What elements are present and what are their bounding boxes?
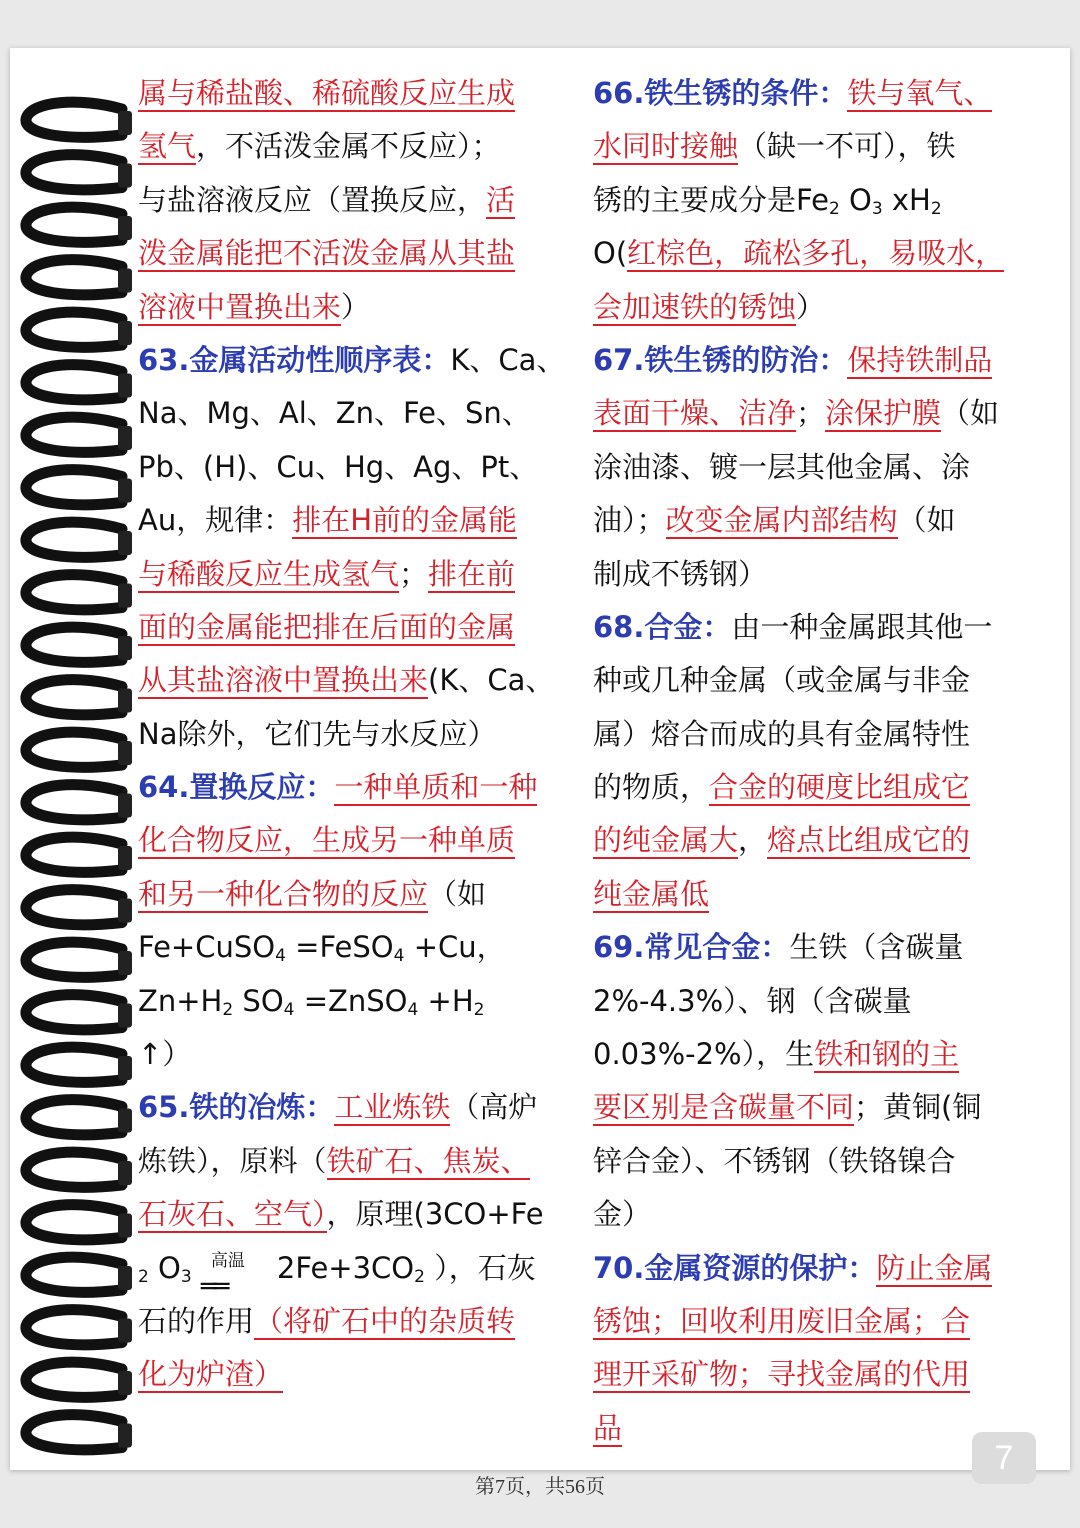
text-line: 化合物反应，生成另一种单质	[138, 823, 516, 858]
binding-hole	[118, 899, 132, 923]
text-line: 油）；改变金属内部结构（如	[593, 503, 956, 538]
text-line: 锈的主要成分是$Fe_2$ $O_3$ $xH_2$	[593, 182, 942, 219]
spiral-ring	[26, 627, 122, 662]
binding-hole	[118, 164, 132, 188]
spiral-ring	[26, 417, 122, 452]
spiral-ring	[26, 522, 122, 557]
text-line: Na、Mg、Al、Zn、Fe、Sn、	[138, 396, 531, 431]
spiral-ring	[26, 575, 122, 610]
text-line: 种或几种金属（或金属与非金	[593, 663, 971, 698]
spiral-ring	[26, 680, 122, 715]
text-line: 石的作用（将矿石中的杂质转	[138, 1303, 516, 1338]
binding-hole	[118, 1214, 132, 1238]
binding-hole	[118, 846, 132, 870]
text-line: 属）熔合而成的具有金属特性	[593, 716, 971, 751]
binding-hole	[118, 636, 132, 660]
text-line: Na除外，它们先与水反应）	[138, 716, 497, 751]
text-line: 与盐溶液反应（置换反应，活	[138, 182, 516, 217]
text-line: 炼铁），原料（铁矿石、焦炭、	[138, 1143, 530, 1178]
spiral-ring	[26, 1047, 122, 1082]
binding-hole	[118, 584, 132, 608]
text-line: 品	[593, 1410, 623, 1445]
equation-line: $Zn+H_2$ $SO_4$ =ZnSO$_4$ $+H_2$	[138, 983, 485, 1020]
section-heading-70: 70.金属资源的保护：防止金属	[593, 1250, 993, 1285]
spiral-ring	[26, 1205, 122, 1240]
text-line: 2%-4.3%）、钢（含碳量	[593, 983, 912, 1018]
spiral-ring	[26, 995, 122, 1030]
section-heading-65: 65.铁的冶炼：工业炼铁（高炉	[138, 1090, 538, 1125]
binding-hole	[118, 1161, 132, 1185]
spiral-ring	[26, 312, 122, 347]
text-line: 纯金属低	[593, 876, 710, 911]
spiral-ring	[26, 1100, 122, 1135]
binding-hole	[118, 531, 132, 555]
spiral-ring	[26, 260, 122, 295]
text-line: 涂油漆、镀一层其他金属、涂	[593, 449, 971, 484]
right-column	[593, 67, 1033, 1455]
text-line: 理开采矿物；寻找金属的代用	[593, 1357, 971, 1392]
binding-hole	[118, 1056, 132, 1080]
text-line: 制成不锈钢）	[593, 556, 768, 591]
spiral-ring	[26, 1257, 122, 1292]
spiral-ring	[26, 470, 122, 505]
binding-hole	[118, 426, 132, 450]
text-line: Au，规律：排在H前的金属能	[138, 503, 518, 538]
binding-hole	[118, 1004, 132, 1028]
binding-hole	[118, 1424, 132, 1448]
spiral-ring	[26, 155, 122, 190]
spiral-ring	[26, 1362, 122, 1397]
binding-hole	[118, 1109, 132, 1133]
text-line: 要区别是含碳量不同；黄铜(铜	[593, 1090, 982, 1125]
spiral-ring	[26, 1415, 122, 1450]
binding-hole	[118, 1266, 132, 1290]
spiral-ring	[26, 837, 122, 872]
binding-hole	[118, 216, 132, 240]
binding-hole	[118, 269, 132, 293]
text-line: 的纯金属大，熔点比组成它的	[593, 823, 971, 858]
section-heading-69: 69.常见合金：生铁（含碳量	[593, 930, 964, 965]
text-line: ↑）	[138, 1037, 192, 1072]
text-line: 表面干燥、洁净；涂保护膜（如	[593, 396, 1000, 431]
text-line: 和另一种化合物的反应（如	[138, 876, 487, 911]
text-line: 泼金属能把不活泼金属从其盐	[138, 236, 516, 271]
reaction-condition: 高温 ══	[200, 1250, 245, 1302]
binding-hole	[118, 794, 132, 818]
section-heading-68: 68.合金：由一种金属跟其他一	[593, 609, 993, 644]
spiral-ring	[26, 890, 122, 925]
binding-hole	[118, 1371, 132, 1395]
text-line: 水同时接触（缺一不可），铁	[593, 129, 956, 164]
text-line: 与稀酸反应生成氢气；排在前	[138, 556, 516, 591]
text-line: 属与稀盐酸、稀硫酸反应生成	[138, 76, 516, 110]
section-heading-64: 64.置换反应：一种单质和一种	[138, 770, 538, 805]
text-line: 0.03%-2%），生铁和钢的主	[593, 1037, 960, 1072]
binding-hole	[118, 374, 132, 398]
spiral-ring	[26, 1310, 122, 1345]
text-line: 面的金属能把排在后面的金属	[138, 609, 516, 644]
binding-hole	[118, 321, 132, 345]
spiral-ring	[26, 1152, 122, 1187]
binding-hole	[118, 689, 132, 713]
spiral-binding	[10, 95, 140, 1475]
spiral-ring	[26, 942, 122, 977]
binding-hole	[118, 1319, 132, 1343]
section-heading-63: 63.金属活动性顺序表：K、Ca、	[138, 342, 566, 377]
binding-hole	[118, 951, 132, 975]
left-column	[138, 67, 578, 1402]
spiral-ring	[26, 365, 122, 400]
spiral-ring	[26, 102, 122, 137]
text-line: 锌合金）、不锈钢（铁铬镍合	[593, 1143, 956, 1178]
page-number-badge: 7	[972, 1432, 1036, 1484]
section-heading-66: 66.铁生锈的条件：铁与氧气、	[593, 76, 993, 110]
text-line: 化为炉渣）	[138, 1357, 284, 1392]
text-line: 溶液中置换出来）	[138, 289, 371, 324]
binding-hole	[118, 741, 132, 765]
spiral-ring	[26, 785, 122, 820]
equation-line: $_2$ $O_3$ 高温 ══ $2Fe+3CO_2$ ），石灰	[138, 1250, 536, 1302]
binding-hole	[118, 479, 132, 503]
text-line: 石灰石、空气），原理(3CO+Fe	[138, 1197, 544, 1232]
text-line: O(红棕色，疏松多孔，易吸水，	[593, 236, 1005, 271]
text-line: 从其盐溶液中置换出来(K、Ca、	[138, 663, 555, 698]
text-line: Pb、(H)、Cu、Hg、Ag、Pt、	[138, 449, 539, 484]
text-line: 氢气，不活泼金属不反应）；	[138, 129, 501, 164]
text-line: 锈蚀；回收利用废旧金属；合	[593, 1303, 971, 1338]
section-heading-67: 67.铁生锈的防治：保持铁制品	[593, 342, 993, 377]
page-footer: 第7页，共56页	[475, 1476, 605, 1498]
equation-line: Fe+CuSO$_4$ =FeSO$_4$ +Cu，	[138, 930, 506, 967]
spiral-ring	[26, 732, 122, 767]
spiral-ring	[26, 207, 122, 242]
text-line: 的物质，合金的硬度比组成它	[593, 770, 971, 805]
text-line: 金）	[593, 1197, 652, 1232]
binding-hole	[118, 111, 132, 135]
text-line: 会加速铁的锈蚀）	[593, 289, 826, 324]
